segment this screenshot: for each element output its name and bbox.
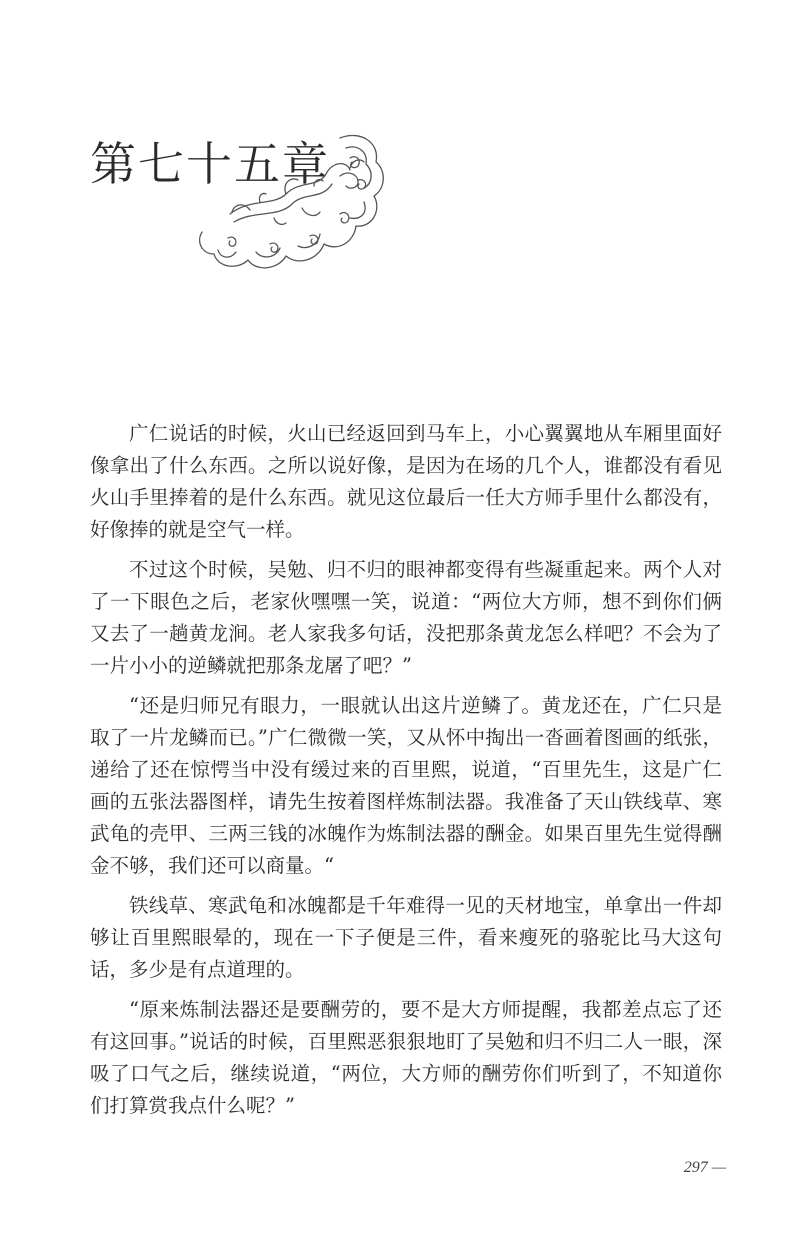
- paragraph: 广仁说话的时候，火山已经返回到马车上，小心翼翼地从车厢里面好像拿出了什么东西。之所以说好像，是因为在场的几个人，谁都没有看见火山手里捧着的是什么东西。就见这位最后一任大方师手里什么都没有，好像捧的就是空气一样。: [90, 422, 722, 541]
- paragraph: “原来炼制法器还是要酬劳的，要不是大方师提醒，我都差点忘了还有这回事。”说话的时候，百里熙恶狠狠地盯了吴勉和归不归二人一眼，深吸了口气之后，继续说道，“两位，大方师的酬劳你们听到了，不知道你们打算赏我点什么呢？”: [90, 998, 722, 1117]
- paragraph: 铁线草、寒武龟和冰魄都是千年难得一见的天材地宝，单拿出一件却够让百里熙眼晕的，现在一下子便是三件，看来瘦死的骆驼比马大这句话，多少是有点道理的。: [90, 894, 722, 981]
- chapter-title: 第七十五章: [90, 137, 330, 191]
- auspicious-cloud-dragon-icon: [190, 118, 390, 283]
- chapter-body: [90, 418, 722, 1130]
- page-number: 297 —: [683, 1159, 726, 1176]
- paragraph: “还是归师兄有眼力，一眼就认出这片逆鳞了。黄龙还在，广仁只是取了一片龙鳞而已。”广仁微微一笑，又从怀中掏出一沓画着图画的纸张，递给了还在惊愕当中没有缓过来的百里熙，说道，“百里先生，这是广仁画的五张法器图样，请先生按着图样炼制法器。我准备了天山铁线草、寒武龟的壳甲、三两三钱的冰魄作为炼制法器的酬金。如果百里先生觉得酬金不够，我们还可以商量。“: [90, 694, 722, 877]
- paragraph: 不过这个时候，吴勉、归不归的眼神都变得有些凝重起来。两个人对了一下眼色之后，老家伙嘿嘿一笑，说道：“两位大方师，想不到你们俩又去了一趟黄龙涧。老人家我多句话，没把那条黄龙怎么样吧？不会为了一片小小的逆鳞就把那条龙屠了吧？”: [90, 558, 722, 677]
